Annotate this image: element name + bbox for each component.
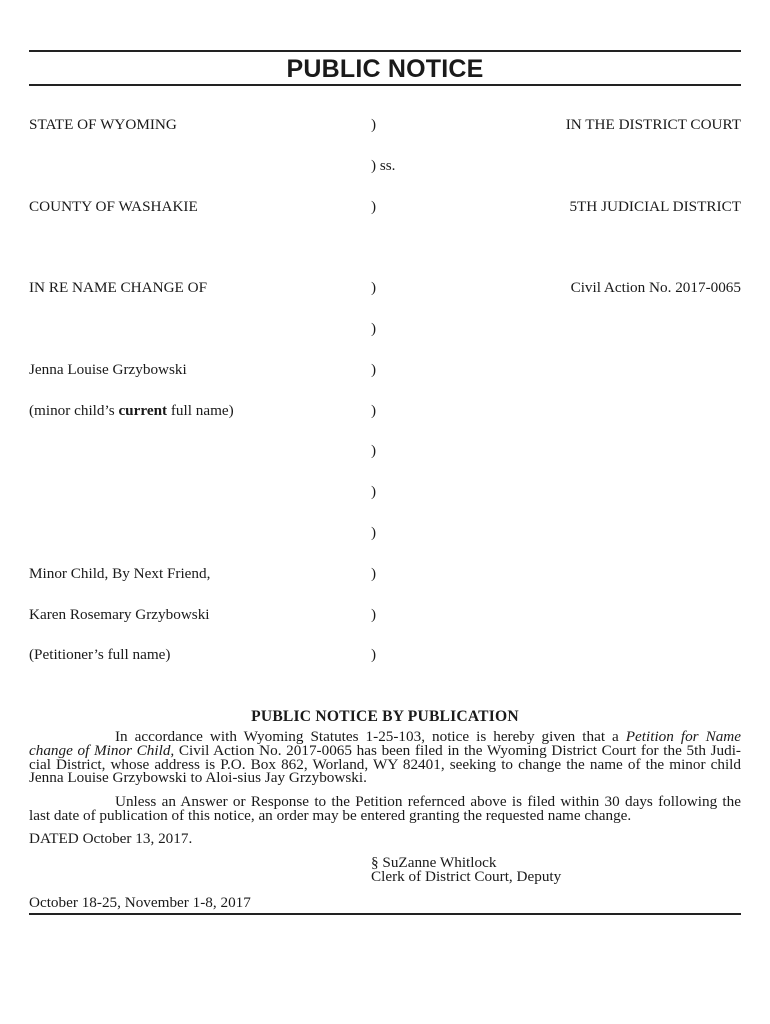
paragraph-notice (29, 730, 741, 785)
caption-paren: ) (371, 605, 377, 623)
caption-paren: ) (371, 360, 377, 378)
petition-title: Petition for Name change of Minor Child, (29, 728, 742, 759)
caption-paren: ) (371, 401, 377, 419)
caption-minor-label (29, 401, 369, 419)
paragraph-notice-text-2: Civil Action No. 2017-0065 has been filed in the Wyoming District Court for the 5th Judi-cial District, whose address is P.O. Box 862, Worland, WY 82401, seeking to change the name of the minor child Jenna Louise Grzybowski to Aloi-sius Jay Grzybowski. (29, 741, 741, 787)
minor-label-bold: current (118, 401, 168, 419)
caption-spacer (29, 526, 369, 540)
caption-parens (369, 91, 399, 689)
caption-spacer (399, 241, 741, 255)
minor-label-suffix: full name) (167, 401, 234, 419)
caption-next-friend: Minor Child, By Next Friend, (29, 564, 211, 582)
caption-spacer (29, 241, 369, 255)
signature-block (371, 856, 741, 884)
caption-minor-name: Jenna Louise Grzybowski (29, 360, 187, 378)
caption-petitioner-label: (Petitioner’s full name) (29, 646, 171, 664)
caption-spacer (29, 444, 369, 458)
caption-paren: ) (371, 116, 377, 134)
dated-line: DATED October 13, 2017. (29, 830, 193, 848)
caption-petitioner-name: Karen Rosemary Grzybowski (29, 605, 210, 623)
publication-dates: October 18-25, November 1-8, 2017 (29, 894, 251, 912)
caption-paren: ) (371, 524, 377, 541)
minor-label-prefix: (minor child’s (29, 401, 119, 419)
top-rule (29, 50, 741, 52)
caption-paren: ) (371, 483, 377, 501)
caption-spacer (399, 159, 741, 173)
caption-civil-action: Civil Action No. 2017-0065 (570, 279, 741, 297)
signature-name: § SuZanne Whitlock (371, 854, 497, 872)
caption-paren: ) (371, 442, 377, 460)
caption-paren: ) (371, 320, 377, 338)
caption-paren: ) (371, 197, 377, 215)
caption-paren: ) (371, 279, 377, 297)
caption-paren: ) (371, 646, 377, 664)
caption-paren (371, 241, 399, 255)
signature-title: Clerk of District Court, Deputy (371, 868, 562, 886)
caption-paren: ) ss. (371, 156, 396, 174)
caption-spacer (29, 485, 369, 499)
caption-district: 5TH JUDICIAL DISTRICT (569, 197, 741, 215)
caption-spacer (29, 322, 369, 336)
caption-county: COUNTY OF WASHAKIE (29, 197, 198, 215)
notice-title: PUBLIC NOTICE (286, 55, 484, 83)
caption-state: STATE OF WYOMING (29, 116, 177, 134)
section-heading: PUBLIC NOTICE BY PUBLICATION (251, 708, 519, 726)
title-rule (29, 84, 741, 86)
paragraph-response: Unless an Answer or Response to the Petition refernced above is filed within 30 days following the last date of publication of this notice, an order may be entered granting the requested name change. (29, 792, 741, 824)
caption-court: IN THE DISTRICT COURT (565, 116, 741, 134)
paragraph-notice-text-1: In accordance with Wyoming Statutes 1-25-103, notice is hereby given that a (115, 728, 626, 746)
caption-paren: ) (371, 564, 377, 582)
caption-left (29, 91, 369, 689)
public-notice (29, 50, 741, 915)
caption-right (399, 91, 741, 689)
caption-in-re: IN RE NAME CHANGE OF (29, 279, 208, 297)
caption-spacer (29, 159, 369, 173)
bottom-rule (29, 913, 741, 915)
case-caption (29, 91, 741, 689)
